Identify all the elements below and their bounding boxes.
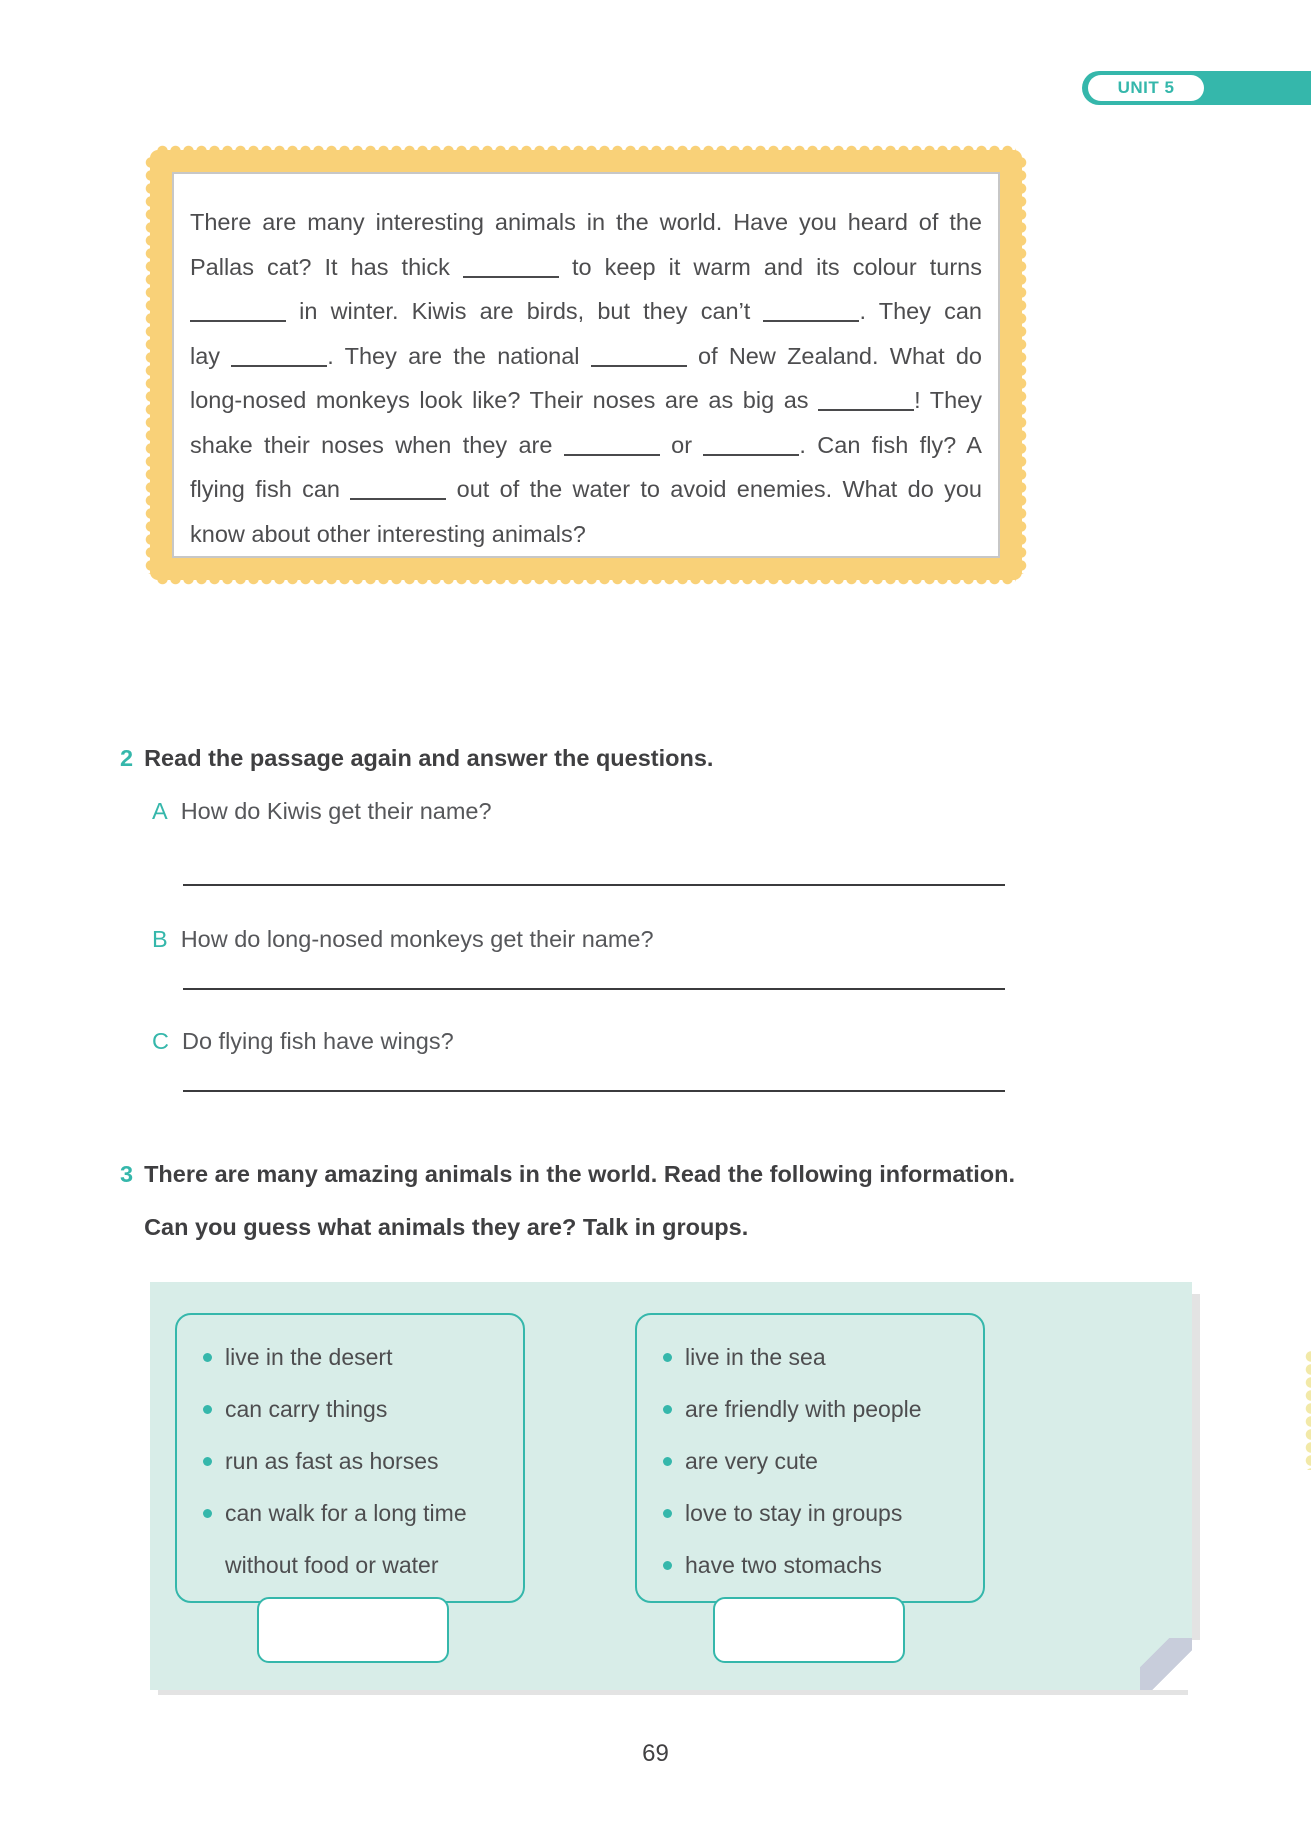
- passage-line: flying fish can out of the water to avoid enemies. What do you: [190, 476, 983, 502]
- question-c-text: Do flying fish have wings?: [181, 1028, 454, 1054]
- fill-in-blank[interactable]: [703, 438, 799, 456]
- passage-line: in winter. Kiwis are birds, but they can’t . They can: [190, 289, 982, 334]
- question-a: [152, 798, 492, 825]
- panel-background: [150, 1282, 1192, 1690]
- scallop-border-bottom: [156, 579, 1016, 585]
- clue-card-right: [635, 1313, 985, 1603]
- clue-item: live in the desert: [195, 1331, 513, 1383]
- fill-in-blank[interactable]: [763, 304, 859, 322]
- passage-line: long-nosed monkeys look like? Their noses are as big as ! They: [190, 387, 982, 413]
- question-c: [152, 1028, 454, 1055]
- section2-heading: [120, 745, 713, 772]
- fill-in-blank[interactable]: [190, 304, 286, 322]
- fill-in-blank[interactable]: [564, 438, 660, 456]
- answer-line-a[interactable]: [183, 884, 1005, 886]
- answer-line-b[interactable]: [183, 988, 1005, 990]
- passage-line: know about other interesting animals?: [190, 520, 586, 547]
- clue-item: can walk for a long time without food or water: [195, 1487, 513, 1591]
- panel-shadow-right: [1192, 1294, 1200, 1640]
- passage-line: There are many interesting animals in the world. Have you heard of the: [190, 209, 982, 235]
- question-b-text: How do long-nosed monkeys get their name?: [180, 926, 654, 952]
- fill-in-blank[interactable]: [463, 260, 559, 278]
- clue-item: love to stay in groups: [655, 1487, 973, 1539]
- clue-item: can carry things: [195, 1383, 513, 1435]
- fill-in-blank[interactable]: [818, 393, 914, 411]
- scallop-border-right: [1021, 156, 1027, 574]
- guess-answer-box-left[interactable]: [257, 1597, 449, 1663]
- section3-number: 3: [120, 1161, 134, 1187]
- scallop-border-top: [156, 145, 1016, 151]
- passage-frame: [150, 150, 1022, 580]
- passage-line: Pallas cat? It has thick to keep it warm and its colour turns: [190, 253, 982, 280]
- clue-card-left: [175, 1313, 525, 1603]
- section3-title-line2: Can you guess what animals they are? Talk in groups.: [144, 1214, 749, 1240]
- edge-decoration: [1304, 1350, 1311, 1470]
- fill-in-blank[interactable]: [350, 482, 446, 500]
- scallop-border-left: [145, 156, 151, 574]
- clue-list-right: [655, 1331, 973, 1591]
- passage-line: lay . They are the national of New Zealand. What do: [190, 342, 982, 369]
- fill-in-blank[interactable]: [591, 349, 687, 367]
- fill-in-blank[interactable]: [231, 349, 327, 367]
- clue-list-left: [195, 1331, 513, 1591]
- question-a-letter: A: [152, 798, 168, 824]
- guess-answer-box-right[interactable]: [713, 1597, 905, 1663]
- clue-item: are friendly with people: [655, 1383, 973, 1435]
- question-c-letter: C: [152, 1028, 169, 1054]
- question-b: [152, 926, 654, 953]
- section3-heading: [120, 1148, 1015, 1254]
- section2-title: Read the passage again and answer the questions.: [144, 745, 714, 771]
- section3-title: [144, 1148, 1015, 1254]
- section2-number: 2: [120, 745, 134, 771]
- passage-line: shake their noses when they are or . Can fish fly? A: [190, 431, 982, 458]
- clue-item: run as fast as horses: [195, 1435, 513, 1487]
- unit-badge: UNIT 5: [1088, 75, 1204, 101]
- unit-banner: [1082, 71, 1311, 105]
- activity-panel: [150, 1282, 1192, 1690]
- clue-item: are very cute: [655, 1435, 973, 1487]
- page-number: 69: [642, 1740, 669, 1767]
- question-a-text: How do Kiwis get their name?: [180, 798, 492, 824]
- passage-text: [172, 172, 1000, 558]
- folded-corner: [1140, 1638, 1192, 1690]
- clue-item: live in the sea: [655, 1331, 973, 1383]
- answer-line-c[interactable]: [183, 1090, 1005, 1092]
- clue-item: have two stomachs: [655, 1539, 973, 1591]
- question-b-letter: B: [152, 926, 168, 952]
- section3-title-line1: There are many amazing animals in the world. Read the following information.: [144, 1161, 1016, 1187]
